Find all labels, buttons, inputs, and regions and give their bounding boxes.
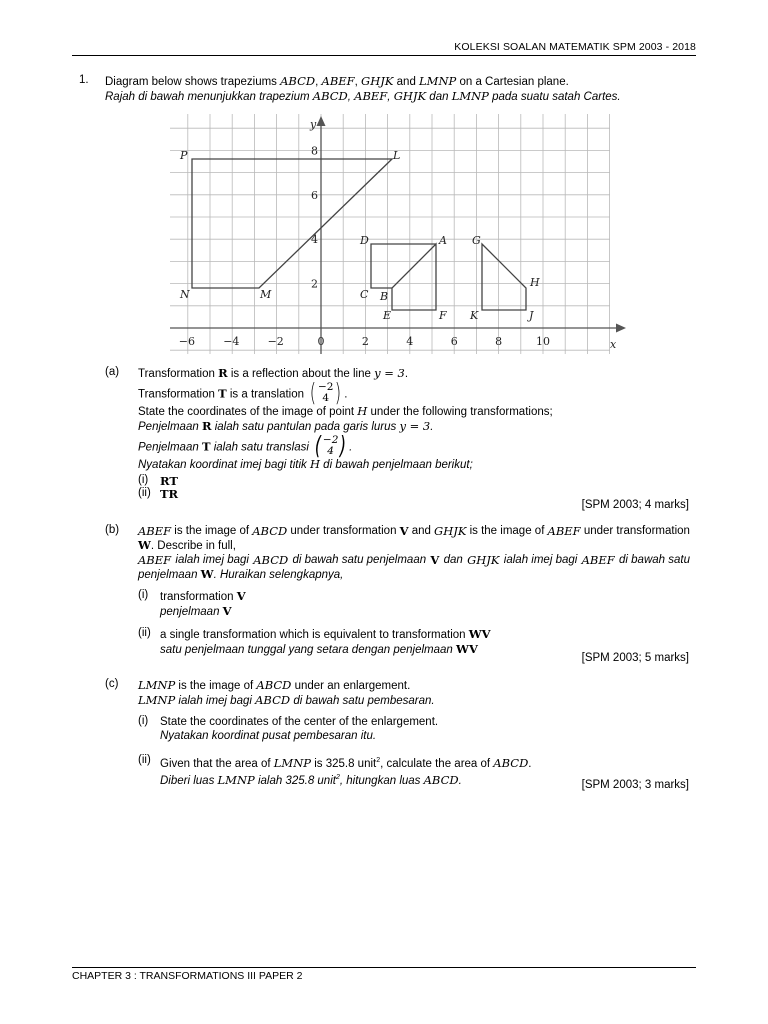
text: is a reflection about the line — [227, 368, 375, 380]
text: Nyatakan koordinat imej bagi titik — [138, 459, 310, 471]
shape-abef: ABEF — [354, 89, 388, 103]
part-c-body — [138, 678, 435, 708]
part-b-label: (b) — [105, 524, 120, 536]
text: Given that the area of — [160, 757, 274, 770]
point-label-n: N — [180, 288, 190, 301]
point-label-a: A — [439, 234, 447, 247]
shape-abcd: ABCD — [253, 553, 289, 567]
text: a single transformation which is equivalent to transformation — [160, 629, 469, 641]
part-c-marks: [SPM 2003; 3 marks] — [581, 779, 689, 791]
part-b-line1 — [138, 524, 690, 538]
text: ialah imej bagi — [175, 695, 256, 707]
page-footer: CHAPTER 3 : TRANSFORMATIONS III PAPER 2 — [72, 970, 303, 982]
shape-ghjk: GHJK — [393, 89, 427, 103]
comma: , — [354, 76, 362, 88]
part-c-sub-ii-ms — [160, 771, 532, 788]
text: Diberi luas — [160, 774, 218, 787]
point-label-j: J — [529, 309, 534, 322]
transformation-r: R — [201, 419, 212, 433]
part-b-sub-ii — [160, 627, 491, 657]
shape-lmnp: LMNP — [419, 74, 457, 88]
part-c-sub-i-ms: Nyatakan koordinat pusat pembesaran itu. — [160, 730, 377, 742]
vector-top: −2 — [317, 380, 334, 393]
text: penjelmaan — [160, 606, 223, 618]
text: . — [528, 757, 532, 770]
sub-label: (ii) — [138, 487, 151, 499]
y-tick-labels — [311, 144, 318, 290]
part-b-sub-ii-label: (ii) — [138, 627, 151, 639]
text: , hitungkan luas — [339, 774, 424, 787]
text: penjelmaan — [138, 569, 201, 581]
x-tick-label: −6 — [178, 335, 196, 348]
and-word: and — [393, 76, 420, 88]
text: Transformation — [138, 388, 219, 401]
part-b-marks: [SPM 2003; 5 marks] — [581, 652, 689, 664]
text: dan — [443, 554, 463, 566]
part-c-sub-i-label: (i) — [138, 715, 149, 727]
shape-abef: ABEF — [581, 553, 615, 567]
shape-abcd: ABCD — [256, 678, 292, 692]
part-a-line3 — [138, 404, 553, 419]
part-b-line2 — [138, 538, 690, 553]
text: Transformation — [138, 368, 219, 380]
point-h: H — [357, 404, 368, 418]
trapezium-abcd — [371, 244, 436, 288]
question-intro — [105, 74, 705, 104]
point-label-k: K — [470, 309, 479, 322]
x-tick-label: 2 — [361, 335, 369, 348]
part-a-label: (a) — [105, 366, 120, 378]
shape-abcd: ABCD — [255, 693, 291, 707]
part-a-sub-ii — [138, 487, 151, 499]
trapezium-ghjk — [482, 244, 526, 310]
shape-abef: ABEF — [138, 553, 172, 567]
part-a-body — [138, 366, 553, 472]
text: di bawah satu penjelmaan — [292, 554, 427, 566]
text: ialah satu pantulan pada garis lurus — [211, 421, 400, 433]
text: is the image of — [174, 525, 250, 537]
transformation-w: W — [138, 538, 151, 552]
part-a-line1 — [138, 366, 553, 381]
x-axis — [170, 324, 626, 333]
part-a-sub-i-value: RT — [160, 474, 178, 488]
shape-abcd: ABCD — [252, 524, 288, 538]
line-equation: y = 3 — [374, 366, 405, 380]
superscript: 2 — [335, 773, 340, 781]
transformation-v: V — [236, 589, 246, 603]
shape-lmnp: LMNP — [273, 755, 312, 770]
text: . — [458, 774, 462, 787]
shape-abcd: ABCD — [423, 772, 459, 787]
point-label-b: B — [380, 290, 389, 303]
text: . — [344, 388, 348, 401]
intro-text: Diagram below shows trapeziums — [105, 76, 281, 88]
part-c-sub-ii-en — [160, 754, 532, 771]
shape-ghjk: GHJK — [434, 524, 467, 538]
x-tick-label: −2 — [267, 335, 284, 348]
part-b-sub-ii-ms — [160, 642, 491, 657]
trapezium-abef — [392, 244, 436, 310]
text: is a translation — [226, 388, 308, 401]
shape-lmnp: LMNP — [138, 693, 176, 707]
point-label-f: F — [439, 309, 447, 322]
translation-vector: ( −2 4 ) — [314, 431, 347, 460]
part-c-line2 — [138, 693, 435, 708]
text: is the image of — [469, 525, 545, 537]
shape-abcd: ABCD — [493, 755, 529, 770]
text: ialah imej bagi — [175, 554, 249, 566]
translation-vector: ( −2 4 ) — [309, 378, 342, 407]
point-label-g: G — [472, 234, 481, 247]
y-tick-label: 2 — [311, 277, 318, 291]
text: satu penjelmaan tunggal yang setara dengan penjelmaan — [160, 644, 457, 656]
transformation-v: V — [430, 553, 440, 567]
intro-malay — [105, 89, 705, 104]
text: State the coordinates of the image of point — [138, 406, 358, 418]
x-tick-label: 0 — [317, 335, 325, 348]
text: di bawah satu — [619, 554, 690, 566]
x-tick-label: 8 — [495, 335, 503, 348]
part-a-line5 — [138, 431, 553, 460]
and-word: dan — [426, 91, 452, 103]
vector-top: −2 — [322, 433, 339, 446]
part-c-sub-i-en: State the coordinates of the center of the enlargement. — [160, 716, 439, 728]
part-c-sub-ii — [160, 754, 532, 788]
part-c-sub-i — [160, 715, 438, 743]
text: Penjelmaan — [138, 421, 202, 433]
point-label-l: L — [393, 149, 401, 162]
x-tick-label: 10 — [536, 335, 550, 348]
text: ialah 325.8 unit — [254, 774, 336, 787]
transformation-wv: WV — [468, 627, 491, 641]
transformation-t: T — [201, 439, 211, 454]
x-tick-labels — [179, 335, 550, 348]
part-b-sub-i-label: (i) — [138, 589, 149, 601]
comma: , — [315, 76, 322, 88]
text: Penjelmaan — [138, 441, 202, 454]
x-tick-label: −4 — [223, 335, 240, 348]
shape-abcd: ABCD — [280, 74, 316, 88]
shape-lmnp: LMNP — [451, 89, 489, 103]
page-header: KOLEKSI SOALAN MATEMATIK SPM 2003 - 2018 — [454, 41, 696, 53]
transformation-r: R — [218, 366, 228, 380]
text: transformation — [160, 591, 237, 603]
point-label-e: E — [383, 309, 392, 322]
point-h: H — [309, 457, 320, 471]
intro-text: pada suatu satah Cartes. — [488, 91, 621, 103]
y-tick-label: 4 — [311, 233, 318, 247]
text: under transformation — [290, 525, 397, 537]
part-c-label: (c) — [105, 678, 119, 690]
shape-lmnp: LMNP — [138, 678, 176, 692]
text: is the image of — [175, 680, 257, 692]
part-b-sub-i-ms — [160, 604, 246, 619]
y-tick-label: 6 — [311, 188, 318, 202]
part-a-marks: [SPM 2003; 4 marks] — [581, 499, 689, 511]
part-b-sub-i — [160, 589, 246, 619]
trapezium-lmnp — [192, 159, 392, 288]
vector-bottom: 4 — [327, 444, 334, 457]
footer-rule — [72, 967, 696, 968]
header-rule — [72, 55, 696, 56]
text: . Describe in full, — [150, 540, 236, 552]
x-axis-label: x — [610, 338, 617, 351]
text: . — [430, 421, 434, 433]
shape-abef: ABEF — [138, 524, 172, 538]
point-label-m: M — [260, 288, 272, 301]
text: . — [404, 368, 409, 380]
comma: , — [347, 91, 355, 103]
part-c-line1 — [138, 678, 435, 693]
transformation-v: V — [399, 524, 409, 538]
sub-label: (i) — [138, 474, 149, 486]
shape-abef: ABEF — [547, 524, 581, 538]
text: di bawah satu pembesaran. — [290, 695, 435, 707]
transformation-w: W — [200, 567, 214, 581]
y-axis-label: y — [310, 118, 317, 131]
text: ialah imej bagi — [503, 554, 578, 566]
intro-text: on a Cartesian plane. — [456, 76, 569, 88]
part-a-sub-i — [138, 474, 148, 486]
part-a-sub-ii-value: TR — [160, 487, 179, 501]
transformation-v: V — [222, 604, 232, 618]
point-label-d: D — [360, 234, 369, 247]
point-label-h: H — [530, 276, 540, 289]
text: . Huraikan selengkapnya, — [213, 569, 344, 581]
vector-bottom: 4 — [322, 391, 330, 404]
question-number: 1. — [79, 74, 89, 86]
line-equation: y = 3 — [399, 419, 431, 433]
y-tick-label: 8 — [311, 144, 318, 158]
transformation-wv: WV — [456, 642, 478, 656]
shape-lmnp: LMNP — [217, 772, 255, 787]
shape-ghjk: GHJK — [467, 553, 500, 567]
transformation-t: T — [218, 386, 227, 401]
point-label-p: P — [180, 149, 188, 162]
text: ialah satu translasi — [210, 441, 313, 454]
part-b-line3 — [138, 553, 690, 567]
text: is 325.8 unit — [311, 757, 377, 770]
point-label-c: C — [360, 288, 369, 301]
superscript: 2 — [376, 757, 381, 764]
part-b-sub-ii-en — [160, 627, 491, 642]
cartesian-diagram — [170, 114, 630, 354]
text: and — [411, 525, 431, 537]
x-tick-label: 4 — [406, 335, 414, 348]
part-b-body — [138, 524, 690, 582]
x-tick-label: 6 — [450, 335, 458, 348]
text: di bawah penjelmaan berikut; — [319, 459, 473, 471]
intro-english — [105, 74, 705, 89]
text: . — [349, 441, 353, 454]
part-b-sub-i-en — [160, 589, 246, 604]
text: , calculate the area of — [380, 757, 494, 770]
shape-abcd: ABCD — [312, 89, 348, 103]
intro-text: Rajah di bawah menunjukkan trapezium — [105, 91, 313, 103]
comma: , — [387, 91, 394, 103]
text: under transformation — [583, 525, 690, 537]
part-c-sub-ii-label: (ii) — [138, 754, 151, 766]
shape-abef: ABEF — [321, 74, 355, 88]
text: under the following transformations; — [367, 406, 553, 418]
part-b-line4 — [138, 567, 690, 582]
text: under an enlargement. — [291, 680, 411, 692]
part-a-line2 — [138, 378, 553, 407]
shape-ghjk: GHJK — [361, 74, 394, 88]
